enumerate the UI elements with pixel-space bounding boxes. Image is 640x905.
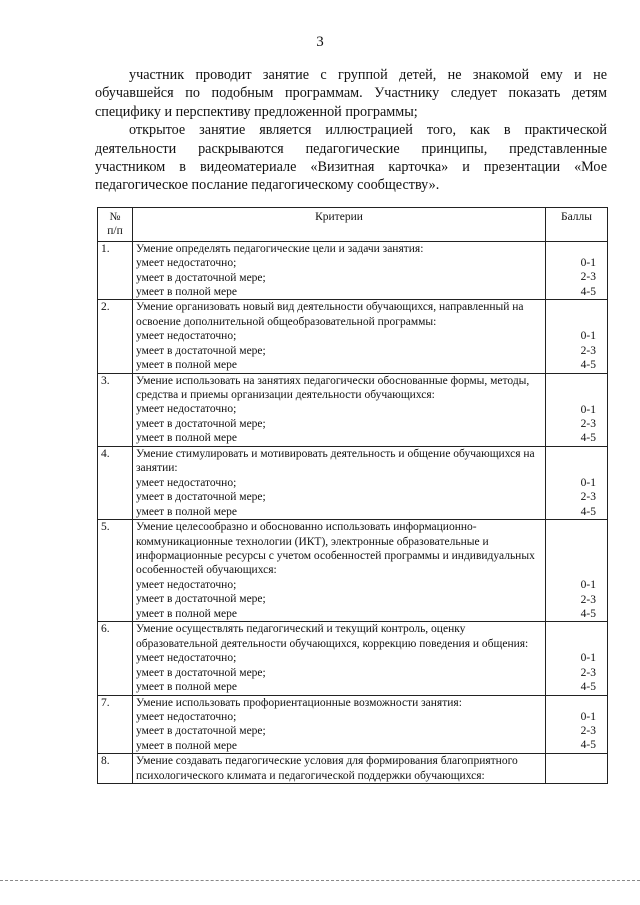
- criterion-cell: [133, 695, 546, 754]
- header-num: № п/п: [98, 208, 133, 242]
- criterion-level: умеет недостаточно;: [136, 330, 237, 343]
- criterion-level: умеет в достаточной мере;: [136, 725, 266, 738]
- table-header-row: [98, 208, 608, 242]
- criterion-cell: [133, 754, 546, 784]
- score-value: 2-3: [580, 344, 596, 357]
- criterion-level: умеет в полной мере: [136, 680, 237, 693]
- footer-divider: [0, 880, 640, 881]
- criterion-level: умеет в достаточной мере;: [136, 491, 266, 504]
- score-value: 0-1: [580, 476, 596, 489]
- criterion-title: Умение создавать педагогические условия для формирования благоприятного психологического климата и педагогической поддержки обучающихся:: [136, 755, 518, 782]
- row-number: 7.: [98, 695, 133, 754]
- score-spacer: [549, 696, 604, 710]
- criterion-level: умеет недостаточно;: [136, 710, 237, 723]
- score-cell: [546, 300, 608, 373]
- table-row: [98, 446, 608, 519]
- row-number: 2.: [98, 300, 133, 373]
- score-spacer: [549, 447, 604, 476]
- criterion-cell: [133, 373, 546, 446]
- criterion-cell: [133, 300, 546, 373]
- criteria-table: [97, 207, 608, 784]
- page-number: 3: [316, 34, 324, 50]
- intro-paragraph: открытое занятие является иллюстрацией того, как в практической деятельности раскрываются педагогические принципы, представленные участником в видеоматериале «Визитная карточка» и презентации «Мое педагогическое послание педагогическому сообществу».: [95, 122, 607, 194]
- score-value: 4-5: [580, 285, 596, 298]
- score-value: 2-3: [580, 491, 596, 504]
- criterion-title: Умение определять педагогические цели и задачи занятия:: [136, 242, 424, 255]
- criterion-title: Умение осуществлять педагогический и текущий контроль, оценку образовательной деятельности обучающихся, коррекцию поведения и общения:: [136, 623, 529, 650]
- score-cell: [546, 241, 608, 300]
- row-number: 5.: [98, 520, 133, 622]
- score-value: 4-5: [580, 607, 596, 620]
- row-number: 1.: [98, 241, 133, 300]
- criterion-title: Умение целесообразно и обоснованно использовать информационно-коммуникационные технологии (ИКТ), электронные образовательные и информационные ресурсы с учетом особенностей программы и индивидуальных особенностей обучающихся:: [136, 521, 535, 577]
- score-value: 4-5: [580, 432, 596, 445]
- table-row: [98, 300, 608, 373]
- header-criteria: Критерии: [133, 208, 546, 242]
- row-number: 6.: [98, 622, 133, 695]
- criterion-cell: [133, 520, 546, 622]
- score-cell: [546, 373, 608, 446]
- criterion-title: Умение стимулировать и мотивировать деятельность и общение обучающихся на занятии:: [136, 447, 535, 475]
- criterion-level: умеет в достаточной мере;: [136, 666, 266, 679]
- score-value: 0-1: [580, 710, 596, 723]
- score-cell: [546, 520, 608, 622]
- row-number: 3.: [98, 373, 133, 446]
- criterion-title: Умение использовать на занятиях педагогически обоснованные формы, методы, средства и приемы организации деятельности обучающихся:: [136, 374, 530, 402]
- score-value: 0-1: [580, 256, 596, 269]
- score-spacer: [549, 520, 604, 578]
- table-row: [98, 520, 608, 622]
- criterion-level: умеет в достаточной мере;: [136, 593, 266, 606]
- row-number: 4.: [98, 446, 133, 519]
- criterion-level: умеет недостаточно;: [136, 257, 237, 270]
- criterion-cell: [133, 446, 546, 519]
- table-row: [98, 373, 608, 446]
- row-number: 8.: [98, 754, 133, 784]
- criterion-level: умеет в полной мере: [136, 286, 237, 299]
- criterion-cell: [133, 622, 546, 695]
- score-value: 4-5: [580, 681, 596, 694]
- header-score: Баллы: [546, 208, 608, 242]
- criterion-level: умеет в полной мере: [136, 739, 237, 752]
- score-value: 0-1: [580, 330, 596, 343]
- score-cell: [546, 754, 608, 784]
- score-value: 2-3: [580, 593, 596, 606]
- table-row: [98, 695, 608, 754]
- score-value: 4-5: [580, 359, 596, 372]
- criterion-level: умеет недостаточно;: [136, 578, 237, 591]
- criterion-level: умеет в полной мере: [136, 432, 237, 445]
- score-cell: [546, 695, 608, 754]
- criterion-title: Умение использовать профориентационные возможности занятия:: [136, 696, 462, 709]
- score-spacer: [549, 374, 604, 403]
- criterion-level: умеет недостаточно;: [136, 652, 237, 665]
- criterion-level: умеет недостаточно;: [136, 403, 237, 416]
- intro-paragraph: участник проводит занятие с группой детей, не знакомой ему и не обучавшейся по подобным программам. Участнику следует показать детям специфику и перспективу предложенной программы;: [95, 67, 607, 120]
- score-cell: [546, 622, 608, 695]
- score-value: 0-1: [580, 403, 596, 416]
- score-spacer: [549, 754, 604, 783]
- criterion-level: умеет в полной мере: [136, 505, 237, 518]
- criterion-cell: [133, 241, 546, 300]
- score-value: 4-5: [580, 505, 596, 518]
- score-spacer: [549, 242, 604, 256]
- score-value: 0-1: [580, 579, 596, 592]
- score-value: 2-3: [580, 271, 596, 284]
- score-spacer: [549, 300, 604, 329]
- table-row: [98, 241, 608, 300]
- score-value: 0-1: [580, 652, 596, 665]
- score-value: 2-3: [580, 666, 596, 679]
- score-value: 2-3: [580, 418, 596, 431]
- criterion-level: умеет в достаточной мере;: [136, 417, 266, 430]
- score-value: 2-3: [580, 724, 596, 737]
- table-row: [98, 622, 608, 695]
- criterion-level: умеет в достаточной мере;: [136, 271, 266, 284]
- criterion-level: умеет в достаточной мере;: [136, 344, 266, 357]
- criterion-level: умеет недостаточно;: [136, 476, 237, 489]
- score-cell: [546, 446, 608, 519]
- criterion-level: умеет в полной мере: [136, 359, 237, 372]
- score-value: 4-5: [580, 739, 596, 752]
- table-row: [98, 754, 608, 784]
- score-spacer: [549, 622, 604, 651]
- criterion-level: умеет в полной мере: [136, 607, 237, 620]
- criterion-title: Умение организовать новый вид деятельности обучающихся, направленный на освоение дополнительной общеобразовательной программы:: [136, 301, 524, 328]
- intro-text: [95, 66, 607, 195]
